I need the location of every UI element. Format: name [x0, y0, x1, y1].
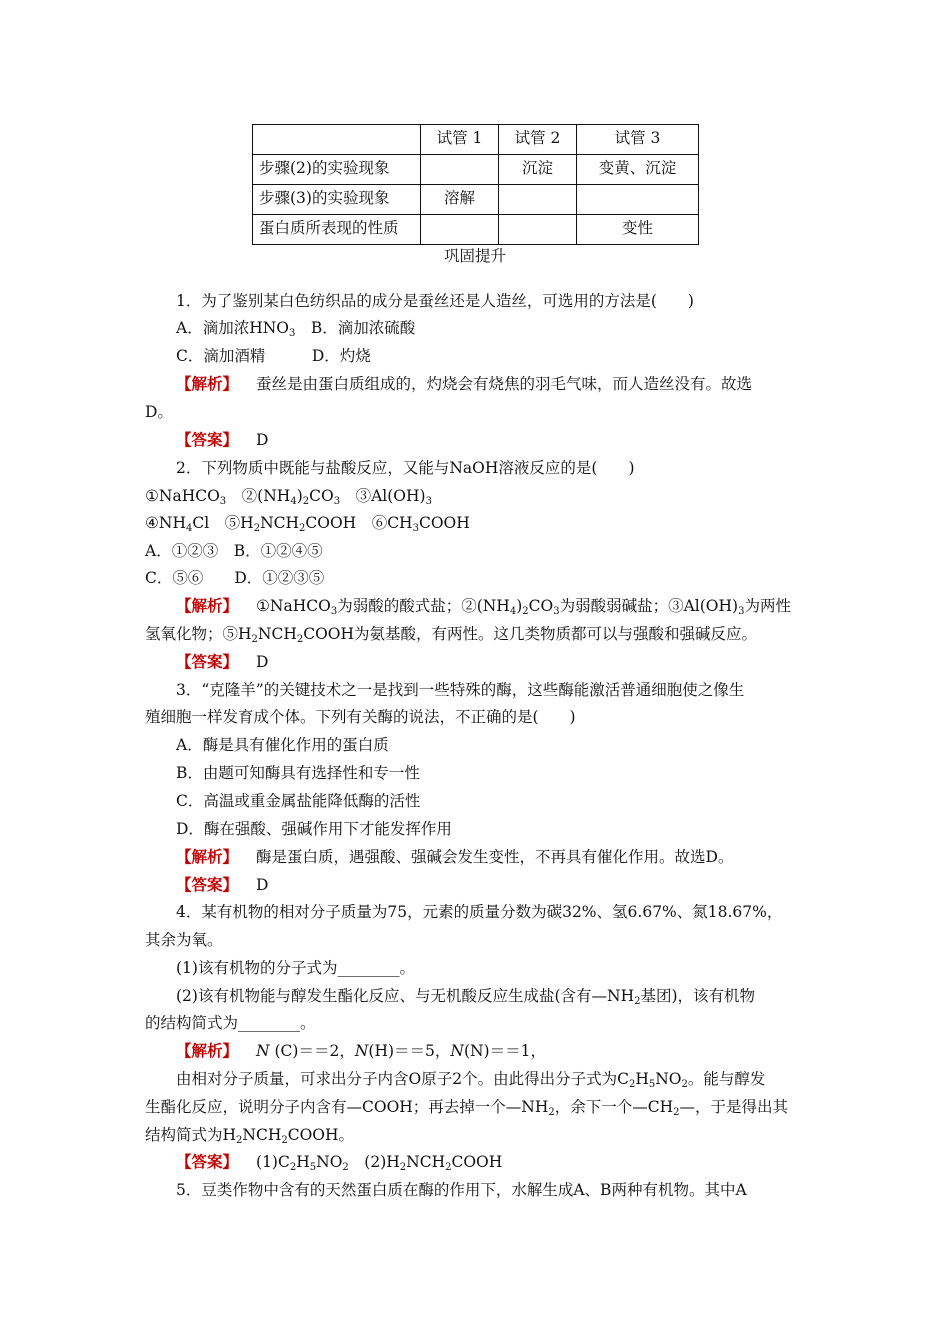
subscript: 2 — [634, 996, 641, 1007]
analysis-text: 由相对分子质量，可求出分子内含O原子2个。由此得出分子式为C — [176, 1070, 629, 1088]
table-cell — [577, 185, 699, 215]
analysis-text: ) — [516, 597, 523, 615]
item-text: CO — [309, 487, 334, 505]
question-4-sub-2 — [176, 986, 755, 1006]
question-4-stem-cont: 其余为氧。 — [145, 931, 223, 949]
option-text: B．滴加浓硫酸 — [295, 319, 416, 337]
question-3-answer — [176, 875, 268, 895]
question-2-analysis-cont — [145, 624, 757, 644]
analysis-text: 为弱酸的酸式盐；②(NH — [337, 597, 510, 615]
table-row-label: 蛋白质所表现的性质 — [253, 215, 421, 245]
item-text: COOH ⑥CH — [305, 514, 413, 532]
analysis-text: ，余下一个—CH — [554, 1098, 674, 1116]
question-2-options-ab: A．①②③ B．①②④⑤ — [145, 542, 323, 560]
table-header-cell: 试管 2 — [499, 125, 577, 155]
option-text: A．滴加浓HNO — [176, 319, 289, 337]
table-cell: 变黄、沉淀 — [577, 155, 699, 185]
table-cell: 溶解 — [421, 185, 499, 215]
table-cell — [499, 185, 577, 215]
subscript: 3 — [553, 606, 560, 617]
analysis-text: (H)＝＝5， — [368, 1042, 451, 1060]
table-header-row — [253, 125, 699, 155]
table-cell — [421, 155, 499, 185]
item-text: COOH — [418, 514, 470, 532]
analysis-text: CO — [528, 597, 554, 615]
answer-tag: 【答案】 — [176, 1152, 239, 1171]
analysis-text: 蚕丝是由蛋白质组成的，灼烧会有烧焦的羽毛气味，而人造丝没有。故选 — [256, 375, 753, 393]
answer-text: D — [256, 431, 269, 449]
answer-tag: 【答案】 — [176, 875, 239, 894]
subscript: 2 — [289, 1162, 297, 1173]
subscript: 3 — [219, 496, 227, 507]
subscript: 2 — [253, 523, 261, 534]
analysis-text: COOH为氨基酸，有两性。这几类物质都可以与强酸和强碱反应。 — [303, 625, 758, 643]
analysis-text: 生酯化反应，说明分子内含有—COOH；再去掉一个—NH — [145, 1098, 549, 1116]
subscript: 3 — [330, 606, 338, 617]
item-text: Cl ⑤H — [192, 514, 254, 532]
question-3-stem-cont: 殖细胞一样发育成个体。下列有关酶的说法，不正确的是( ) — [145, 708, 576, 726]
analysis-text: 结构简式为H — [145, 1126, 237, 1144]
question-1-analysis — [176, 374, 752, 394]
analysis-text: H — [635, 1070, 649, 1088]
subscript: 5 — [309, 1162, 317, 1173]
analysis-text: COOH。 — [287, 1126, 355, 1144]
analysis-text: —，于是得出其 — [679, 1098, 789, 1116]
question-4-analysis-4 — [145, 1125, 354, 1145]
table-header-cell — [253, 125, 421, 155]
analysis-text: NO — [655, 1070, 682, 1088]
item-text: ) — [296, 487, 303, 505]
question-1-answer — [176, 430, 268, 450]
answer-text: D — [256, 876, 269, 894]
analysis-text: (N)＝＝1， — [463, 1042, 546, 1060]
subscript: 4 — [185, 523, 193, 534]
subscript: 2 — [628, 1079, 636, 1090]
subscript: 2 — [251, 634, 258, 645]
analysis-text: N — [354, 1042, 369, 1060]
question-3-option-c: C．高温或重金属盐能降低酶的活性 — [176, 792, 421, 810]
subscript: 2 — [236, 1135, 243, 1146]
question-4-sub-2-cont: 的结构简式为________。 — [145, 1014, 316, 1032]
question-4-stem: 4．某有机物的相对分子质量为75，元素的质量分数为碳32%、氢6.67%、氮18.67%， — [176, 903, 783, 921]
question-1-analysis-cont: D。 — [145, 403, 173, 421]
section-title: 巩固提升 — [443, 247, 506, 265]
table-cell — [421, 215, 499, 245]
table-row-label: 步骤(3)的实验现象 — [253, 185, 421, 215]
analysis-text: ①NaHCO — [256, 597, 331, 615]
question-text: 基团)，该有机物 — [640, 987, 756, 1005]
analysis-text: N — [256, 1042, 270, 1060]
subscript: 3 — [738, 606, 745, 617]
subscript: 2 — [548, 1107, 555, 1118]
question-1-stem: 1．为了鉴别某白色纺织品的成分是蚕丝还是人造丝，可选用的方法是( ) — [176, 292, 694, 310]
question-1-options-ab — [176, 318, 415, 338]
question-2-answer — [176, 652, 268, 672]
item-text: ③Al(OH) — [340, 487, 426, 505]
analysis-text: 。能与醇发 — [687, 1070, 766, 1088]
table-header-cell: 试管 3 — [577, 125, 699, 155]
answer-text: NCH — [406, 1153, 446, 1171]
subscript: 3 — [412, 523, 419, 534]
question-4-analysis — [176, 1041, 546, 1061]
subscript: 2 — [673, 1107, 680, 1118]
item-text: ④NH — [145, 514, 186, 532]
table-cell — [499, 215, 577, 245]
subscript: 2 — [399, 1162, 407, 1173]
answer-text: NO — [316, 1153, 343, 1171]
analysis-text: 氢氧化物；⑤H — [145, 625, 252, 643]
analysis-text: 酶是蛋白质，遇强酸、强碱会发生变性，不再具有催化作用。故选D。 — [256, 848, 734, 866]
question-2-analysis — [176, 596, 791, 616]
answer-tag: 【答案】 — [176, 430, 239, 449]
subscript: 2 — [302, 496, 310, 507]
subscript: 2 — [522, 606, 529, 617]
table-cell: 沉淀 — [499, 155, 577, 185]
subscript: 2 — [445, 1162, 452, 1173]
subscript: 2 — [681, 1079, 688, 1090]
subscript: 2 — [296, 634, 304, 645]
question-4-sub-1: (1)该有机物的分子式为________。 — [176, 959, 415, 977]
question-2-stem: 2．下列物质中既能与盐酸反应，又能与NaOH溶液反应的是( ) — [176, 459, 635, 477]
analysis-text: 为弱酸弱碱盐；③Al(OH) — [559, 597, 739, 615]
question-4-analysis-3 — [145, 1097, 788, 1117]
item-text: NCH — [260, 514, 300, 532]
table-row — [253, 185, 699, 215]
question-2-options-cd: C．⑤⑥ D．①②③⑤ — [145, 569, 325, 587]
question-4-analysis-2 — [176, 1069, 765, 1089]
question-3-option-a: A．酶是具有催化作用的蛋白质 — [176, 736, 389, 754]
answer-tag: 【答案】 — [176, 652, 239, 671]
question-3-option-b: B．由题可知酶具有选择性和专一性 — [176, 764, 420, 782]
question-2-items-2 — [145, 513, 470, 533]
analysis-text: 为两性 — [744, 597, 791, 615]
table-cell: 变性 — [577, 215, 699, 245]
question-text: (2)该有机物能与醇发生酯化反应、与无机酸反应生成盐(含有—NH — [176, 987, 635, 1005]
question-5-stem: 5．豆类作物中含有的天然蛋白质在酶的作用下，水解生成A、B两种有机物。其中A — [176, 1181, 747, 1199]
subscript: 5 — [648, 1079, 656, 1090]
item-text: ②(NH — [226, 487, 291, 505]
subscript: 2 — [342, 1162, 349, 1173]
question-3-option-d: D．酶在强酸、强碱作用下才能发挥作用 — [176, 820, 452, 838]
subscript: 2 — [299, 523, 306, 534]
table-header-cell: 试管 1 — [421, 125, 499, 155]
table-row — [253, 155, 699, 185]
table-row-label: 步骤(2)的实验现象 — [253, 155, 421, 185]
answer-text: D — [256, 653, 269, 671]
table-row — [253, 215, 699, 245]
analysis-tag: 【解析】 — [176, 596, 239, 615]
question-3-stem: 3．“克隆羊”的关键技术之一是找到一些特殊的酶，这些酶能激活普通细胞使之像生 — [176, 681, 745, 699]
subscript: 2 — [281, 1135, 288, 1146]
analysis-text: NCH — [242, 1126, 282, 1144]
subscript: 3 — [333, 496, 341, 507]
answer-text: H — [296, 1153, 310, 1171]
subscript: 4 — [509, 606, 517, 617]
subscript: 3 — [425, 496, 432, 507]
analysis-tag: 【解析】 — [176, 374, 239, 393]
analysis-text: (C)＝＝2， — [269, 1042, 355, 1060]
experiment-table — [252, 124, 699, 245]
analysis-text: N — [450, 1042, 464, 1060]
question-4-answer — [176, 1152, 502, 1172]
answer-text: COOH — [451, 1153, 503, 1171]
question-3-analysis — [176, 847, 733, 867]
analysis-tag: 【解析】 — [176, 1041, 239, 1060]
analysis-text: NCH — [257, 625, 297, 643]
answer-text: (1)C — [256, 1153, 290, 1171]
subscript: 3 — [288, 328, 296, 339]
question-1-options-cd: C．滴加酒精 D．灼烧 — [176, 347, 371, 365]
analysis-tag: 【解析】 — [176, 847, 239, 866]
question-2-items-1 — [145, 486, 432, 506]
item-text: ①NaHCO — [145, 487, 220, 505]
answer-text: (2)H — [348, 1153, 400, 1171]
subscript: 4 — [290, 496, 297, 507]
